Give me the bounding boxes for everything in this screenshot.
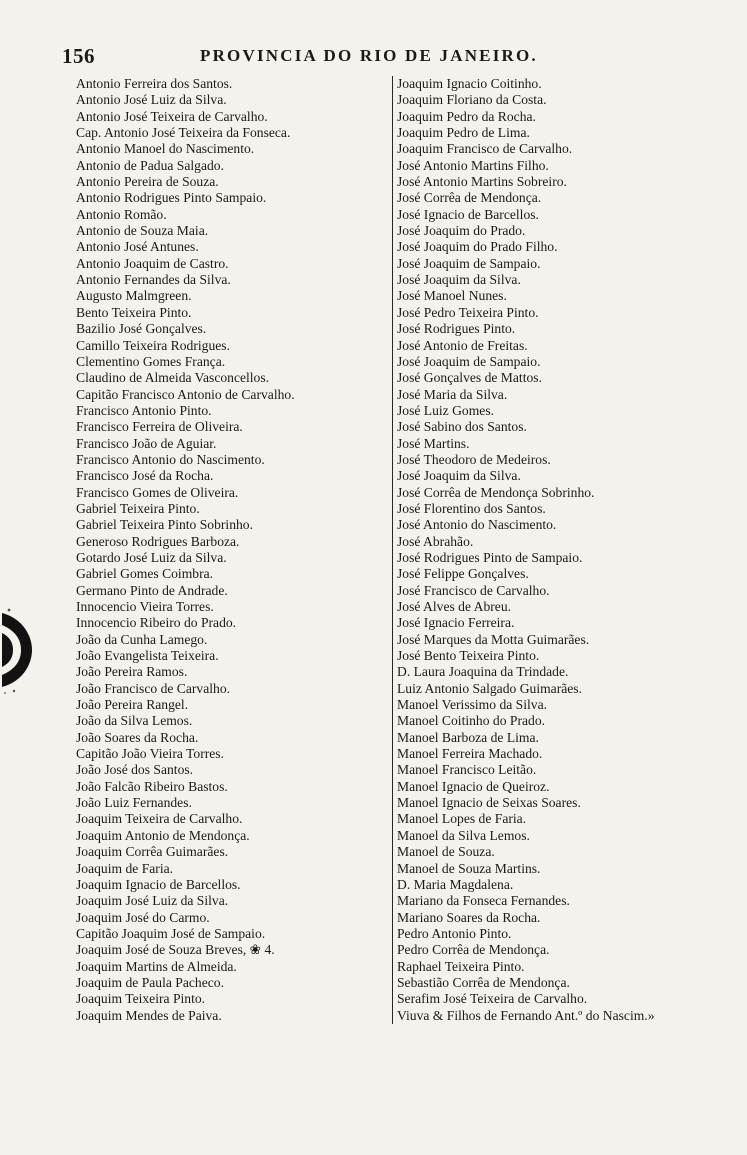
name-entry: Augusto Malmgreen.: [76, 288, 192, 304]
name-entry: Francisco José da Rocha.: [76, 468, 214, 484]
name-entry: Manoel Francisco Leitão.: [397, 762, 537, 778]
name-entry: Joaquim José de Souza Breves, ❀ 4.: [76, 942, 275, 958]
name-entry: José Martins.: [397, 435, 470, 451]
name-entry: Joaquim Teixeira de Carvalho.: [76, 811, 243, 827]
name-entry: José Antonio do Nascimento.: [397, 517, 557, 533]
name-entry: José Ignacio de Barcellos.: [397, 206, 539, 222]
name-entry: Joaquim de Paula Pacheco.: [76, 974, 224, 990]
name-entry: Joaquim Mendes de Paiva.: [76, 1007, 222, 1023]
name-entry: Capitão Joaquim José de Sampaio.: [76, 925, 266, 941]
name-entry: Manoel de Souza.: [397, 844, 495, 860]
binding-ornament-icon: [0, 605, 34, 695]
name-entry: Manoel Ignacio de Queiroz.: [397, 778, 550, 794]
name-entry: Pedro Corrêa de Mendonça.: [397, 942, 550, 958]
name-entry: Manoel Coitinho do Prado.: [397, 713, 546, 729]
name-entry: José Joaquim de Sampaio.: [397, 255, 541, 271]
name-entry: Joaquim Floriano da Costa.: [397, 92, 547, 108]
name-entry: José Rodrigues Pinto de Sampaio.: [397, 549, 583, 565]
name-entry: Pedro Antonio Pinto.: [397, 925, 512, 941]
name-entry: Antonio Rodrigues Pinto Sampaio.: [76, 190, 267, 206]
name-entry: Manoel de Souza Martins.: [397, 860, 541, 876]
name-entry: José Gonçalves de Mattos.: [397, 370, 542, 386]
name-entry: Francisco Antonio do Nascimento.: [76, 451, 265, 467]
name-entry: José Maria da Silva.: [397, 386, 508, 402]
name-entry: D. Maria Magdalena.: [397, 876, 514, 892]
name-entry: Joaquim Pedro de Lima.: [397, 125, 530, 141]
name-entry: Mariano da Fonseca Fernandes.: [397, 893, 570, 909]
name-entry: Francisco João de Aguiar.: [76, 435, 217, 451]
name-entry: Antonio de Padua Salgado.: [76, 157, 224, 173]
name-entry: Manoel Lopes de Faria.: [397, 811, 527, 827]
name-entry: José Manoel Nunes.: [397, 288, 507, 304]
name-entry: João Pereira Rangel.: [76, 697, 189, 713]
name-entry: José Abrahão.: [397, 533, 474, 549]
name-entry: Joaquim Francisco de Carvalho.: [397, 141, 573, 157]
name-entry: Manoel Ferreira Machado.: [397, 746, 543, 762]
name-entry: Joaquim Ignacio de Barcellos.: [76, 876, 241, 892]
name-entry: Gotardo José Luiz da Silva.: [76, 549, 227, 565]
name-entry: Capitão João Vieira Torres.: [76, 746, 224, 762]
left-name-column: [76, 76, 388, 1024]
name-entry: José Bento Teixeira Pinto.: [397, 648, 540, 664]
name-entry: Gabriel Teixeira Pinto.: [76, 500, 200, 516]
name-entry: Antonio José Luiz da Silva.: [76, 92, 227, 108]
name-entry: José Joaquim do Prado.: [397, 223, 526, 239]
name-entry: José Joaquim do Prado Filho.: [397, 239, 558, 255]
name-entry: Capitão Francisco Antonio de Carvalho.: [76, 386, 295, 402]
name-entry: José Felippe Gonçalves.: [397, 566, 529, 582]
name-entry: João José dos Santos.: [76, 762, 194, 778]
name-entry: José Francisco de Carvalho.: [397, 582, 550, 598]
name-entry: Antonio Romão.: [76, 206, 167, 222]
name-entry: Antonio de Souza Maia.: [76, 223, 209, 239]
name-entry: Antonio Fernandes da Silva.: [76, 272, 231, 288]
name-entry: João Francisco de Carvalho.: [76, 680, 231, 696]
name-entry: Joaquim Corrêa Guimarães.: [76, 844, 229, 860]
name-entry: José Theodoro de Medeiros.: [397, 451, 551, 467]
name-entry: José Florentino dos Santos.: [397, 500, 546, 516]
name-entry: Viuva & Filhos de Fernando Ant.º do Nascim.»: [397, 1007, 655, 1023]
right-name-column: [392, 76, 742, 1024]
name-entry: José Marques da Motta Guimarães.: [397, 631, 590, 647]
name-entry: Manoel Verissimo da Silva.: [397, 697, 548, 713]
name-entry: Mariano Soares da Rocha.: [397, 909, 541, 925]
name-entry: Gabriel Gomes Coimbra.: [76, 566, 214, 582]
name-entry: João da Silva Lemos.: [76, 713, 193, 729]
name-entry: José Alves de Abreu.: [397, 599, 512, 614]
name-entry: Innocencio Ribeiro do Prado.: [76, 615, 237, 631]
name-entry: Antonio Pereira de Souza.: [76, 174, 219, 190]
name-entry: José Joaquim da Silva.: [397, 272, 521, 288]
name-entry: Joaquim Ignacio Coitinho.: [397, 76, 542, 91]
name-entry: Joaquim de Faria.: [76, 860, 174, 876]
name-entry: José Sabino dos Santos.: [397, 419, 527, 435]
name-entry: Raphael Teixeira Pinto.: [397, 958, 525, 974]
name-entry: Antonio Joaquim de Castro.: [76, 255, 229, 271]
name-entry: João Pereira Ramos.: [76, 664, 188, 680]
name-entry: Manoel Ignacio de Seixas Soares.: [397, 795, 581, 811]
name-entry: José Joaquim de Sampaio.: [397, 353, 541, 369]
name-entry: José Ignacio Ferreira.: [397, 615, 515, 631]
name-entry: Francisco Ferreira de Oliveira.: [76, 419, 243, 435]
name-entry: José Antonio Martins Sobreiro.: [397, 174, 567, 190]
name-entry: Antonio Ferreira dos Santos.: [76, 76, 233, 91]
name-entry: João da Cunha Lamego.: [76, 631, 208, 647]
name-entry: Bazilio José Gonçalves.: [76, 321, 207, 337]
name-entry: João Falcão Ribeiro Bastos.: [76, 778, 228, 794]
name-entry: João Luiz Fernandes.: [76, 795, 192, 811]
name-entry: Sebastião Corrêa de Mendonça.: [397, 974, 570, 990]
name-entry: Antonio José Antunes.: [76, 239, 199, 255]
name-entry: José Antonio Martins Filho.: [397, 157, 549, 173]
name-entry: Joaquim Antonio de Mendonça.: [76, 827, 250, 843]
name-entry: Luiz Antonio Salgado Guimarães.: [397, 680, 582, 696]
name-entry: João Soares da Rocha.: [76, 729, 199, 745]
name-entry: Germano Pinto de Andrade.: [76, 582, 228, 598]
name-entry: Generoso Rodrigues Barboza.: [76, 533, 240, 549]
name-entry: Camillo Teixeira Rodrigues.: [76, 337, 230, 353]
name-entry: Innocencio Vieira Torres.: [76, 599, 214, 614]
name-entry: Antonio Manoel do Nascimento.: [76, 141, 255, 157]
name-entry: D. Laura Joaquina da Trindade.: [397, 664, 569, 680]
name-entry: Francisco Gomes de Oliveira.: [76, 484, 239, 500]
page-number: 156: [62, 44, 95, 68]
name-entry: José Luiz Gomes.: [397, 402, 495, 418]
page-title: PROVINCIA DO RIO DE JANEIRO.: [200, 46, 538, 65]
name-entry: Joaquim José Luiz da Silva.: [76, 893, 229, 909]
name-entry: Manoel da Silva Lemos.: [397, 827, 530, 843]
name-entry: Clementino Gomes França.: [76, 353, 226, 369]
name-entry: José Pedro Teixeira Pinto.: [397, 304, 539, 320]
name-entry: Claudino de Almeida Vasconcellos.: [76, 370, 270, 386]
name-entry: Antonio José Teixeira de Carvalho.: [76, 108, 268, 124]
name-entry: Manoel Barboza de Lima.: [397, 729, 539, 745]
name-entry: José Rodrigues Pinto.: [397, 321, 516, 337]
name-entry: Joaquim Teixeira Pinto.: [76, 991, 206, 1007]
name-entry: João Evangelista Teixeira.: [76, 648, 219, 664]
name-entry: Serafim José Teixeira de Carvalho.: [397, 991, 588, 1007]
name-entry: Gabriel Teixeira Pinto Sobrinho.: [76, 517, 253, 533]
name-entry: José Corrêa de Mendonça Sobrinho.: [397, 484, 595, 500]
name-entry: José Joaquim da Silva.: [397, 468, 521, 484]
page-header: [62, 44, 582, 70]
name-entry: Joaquim José do Carmo.: [76, 909, 210, 925]
name-entry: Joaquim Martins de Almeida.: [76, 958, 237, 974]
name-entry: José Corrêa de Mendonça.: [397, 190, 542, 206]
name-entry: Francisco Antonio Pinto.: [76, 402, 212, 418]
name-entry: Bento Teixeira Pinto.: [76, 304, 192, 320]
name-entry: Cap. Antonio José Teixeira da Fonseca.: [76, 125, 291, 141]
name-entry: Joaquim Pedro da Rocha.: [397, 108, 536, 124]
name-entry: José Antonio de Freitas.: [397, 337, 528, 353]
